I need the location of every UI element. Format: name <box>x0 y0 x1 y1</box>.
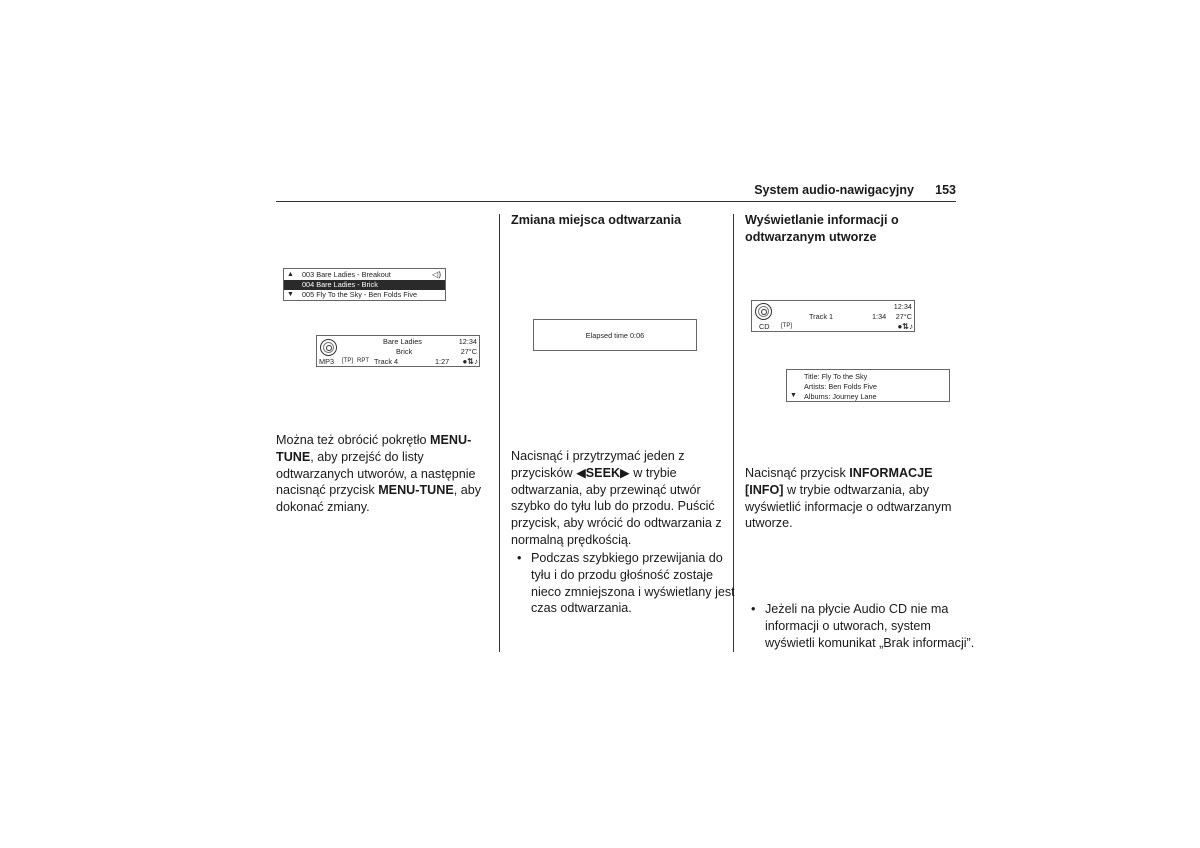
bullet-text: Jeżeli na płycie Audio CD nie ma informacji o utworach, system wyświetli komunikat „Brak informacji”. <box>765 602 975 650</box>
elapsed-time-text: 1:27 <box>435 357 450 366</box>
source-label: CD <box>759 322 770 331</box>
scroll-down-icon: ▼ <box>790 392 797 399</box>
track-text: Track 1 <box>809 312 834 321</box>
clock-text: 12:34 <box>893 302 912 311</box>
source-label: MP3 <box>319 357 335 366</box>
artist-text: Bare Ladies <box>383 337 422 346</box>
disc-icon <box>320 339 337 356</box>
seek-label: ◀SEEK▶ <box>576 465 630 480</box>
elapsed-time-text: Elapsed time 0:06 <box>585 331 645 340</box>
status-icons: ●⇅♪ <box>897 322 913 331</box>
track-text: Track 4 <box>374 357 399 366</box>
clock-text: 12:34 <box>458 337 477 346</box>
menu-tune-label: MENU-TUNE <box>276 433 472 464</box>
playlist-row <box>284 290 445 300</box>
bullet-dot: • <box>751 602 756 617</box>
bullet-dot: • <box>517 551 522 565</box>
status-icons: ●⇅♪ <box>462 357 478 366</box>
playlist-row-text: 005 Fly To the Sky - Ben Folds Five <box>302 290 418 299</box>
playlist-row-text: 004 Bare Ladies - Brick <box>302 280 378 289</box>
column-divider <box>499 214 500 652</box>
playlist-row <box>284 270 445 280</box>
page-number: 153 <box>935 183 956 197</box>
col3-heading: Wyświetlanie informacji o odtwarzanym utworze <box>745 213 899 244</box>
song-title-text: Brick <box>396 347 413 356</box>
col2-bullet <box>511 550 735 617</box>
page-header <box>276 183 956 203</box>
elapsed-time-display <box>533 319 697 351</box>
bullet-text: Podczas szybkiego przewijania do tyłu i do przodu głośność zostaje nieco zmniejszona i wyświetlany jest czas odtwarzania. <box>531 551 735 616</box>
cd-display <box>751 300 915 332</box>
disc-icon <box>755 303 772 320</box>
header-rule <box>276 201 956 202</box>
info-albums-text: Albums: Journey Lane <box>804 392 877 401</box>
playlist-row-text: 003 Bare Ladies - Breakout <box>302 270 391 279</box>
temperature-text: 27°C <box>460 347 477 356</box>
col2-heading: Zmiana miejsca odtwarzania <box>511 213 682 227</box>
info-title-text: Title: Fly To the Sky <box>804 372 868 381</box>
mp3-display <box>316 335 480 367</box>
info-button-label: INFORMACJE [INFO] <box>745 466 933 497</box>
tp-indicator: [TP] <box>342 358 354 364</box>
menu-tune-label: MENU-TUNE <box>378 483 454 498</box>
col1-paragraph: Można też obrócić pokrętło MENU-TUNE, aby przejść do listy odtwarzanych utworów, a następnie nacisnąć przycisk MENU-TUNE, aby dokonać zmiany. <box>276 433 482 515</box>
temperature-text: 27°C <box>895 312 912 321</box>
col3-bullet <box>745 601 977 651</box>
scroll-up-icon: ▲ <box>287 271 294 278</box>
playlist-row-selected <box>284 280 445 290</box>
col2-paragraph: Nacisnąć i przytrzymać jeden z przycisków ◀SEEK▶ w trybie odtwarzania, aby przewinąć utwór szybko do tyłu lub do przodu. Puścić przycisk, aby wrócić do odtwarzania z normalną prędkością. <box>511 449 722 547</box>
rpt-indicator: RPT <box>357 358 369 364</box>
header-title: System audio-nawigacyjny <box>754 183 914 197</box>
playlist-display <box>283 268 446 301</box>
speaker-icon: ◁) <box>432 270 441 279</box>
info-artists-text: Artists: Ben Folds Five <box>804 382 877 391</box>
col3-paragraph: Nacisnąć przycisk INFORMACJE [INFO] w trybie odtwarzania, aby wyświetlić informacje o odtwarzanym utworze. <box>745 466 952 531</box>
tp-indicator: [TP] <box>781 323 793 329</box>
elapsed-time-text: 1:34 <box>872 312 887 321</box>
scroll-down-icon: ▼ <box>287 291 294 298</box>
track-info-display <box>786 369 950 402</box>
